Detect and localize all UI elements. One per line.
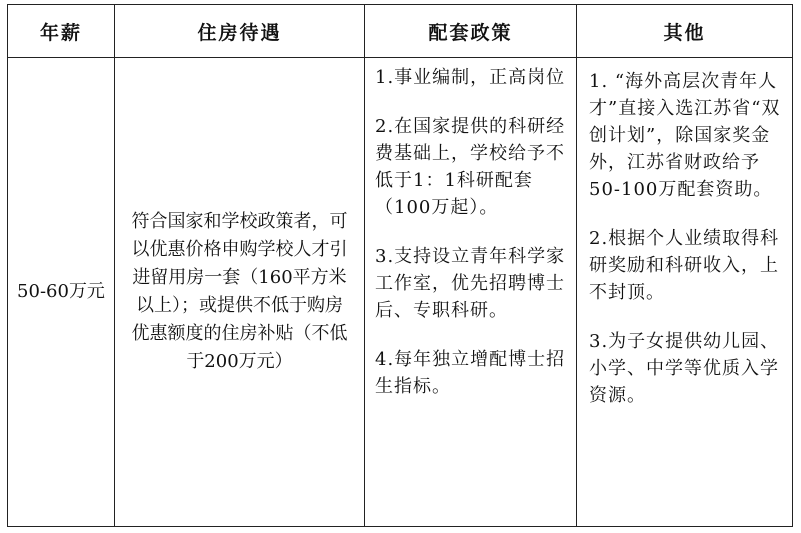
support-item: 2.在国家提供的科研经费基础上，学校给予不低于1：1科研配套（100万起）。 <box>375 116 566 218</box>
header-row <box>8 5 793 58</box>
support-cell <box>365 58 577 527</box>
other-item: 1. “海外高层次青年人才”直接入选江苏省“双创计划”，除国家奖金外，江苏省财政给予50-100万配套资助。 <box>589 71 781 200</box>
other-item: 3.为子女提供幼儿园、小学、中学等优质入学资源。 <box>589 331 780 406</box>
housing-cell: 符合国家和学校政策者，可以优惠价格申购学校人才引进留用房一套（160平方米以上）；或提供不低于购房优惠额度的住房补贴（不低于200万元） <box>115 58 365 527</box>
header-other: 其他 <box>577 5 793 58</box>
salary-cell: 50-60万元 <box>8 58 115 527</box>
table-row <box>8 58 793 527</box>
policy-table <box>7 4 793 527</box>
header-support: 配套政策 <box>365 5 577 58</box>
support-item: 3.支持设立青年科学家工作室，优先招聘博士后、专职科研。 <box>375 246 566 321</box>
other-item: 2.根据个人业绩取得科研奖励和科研收入，上不封顶。 <box>589 228 780 303</box>
header-housing: 住房待遇 <box>115 5 365 58</box>
support-item: 4.每年独立增配博士招生指标。 <box>375 349 566 397</box>
header-salary: 年薪 <box>8 5 115 58</box>
other-cell <box>577 58 793 527</box>
support-item: 1.事业编制，正高岗位 <box>375 67 566 88</box>
